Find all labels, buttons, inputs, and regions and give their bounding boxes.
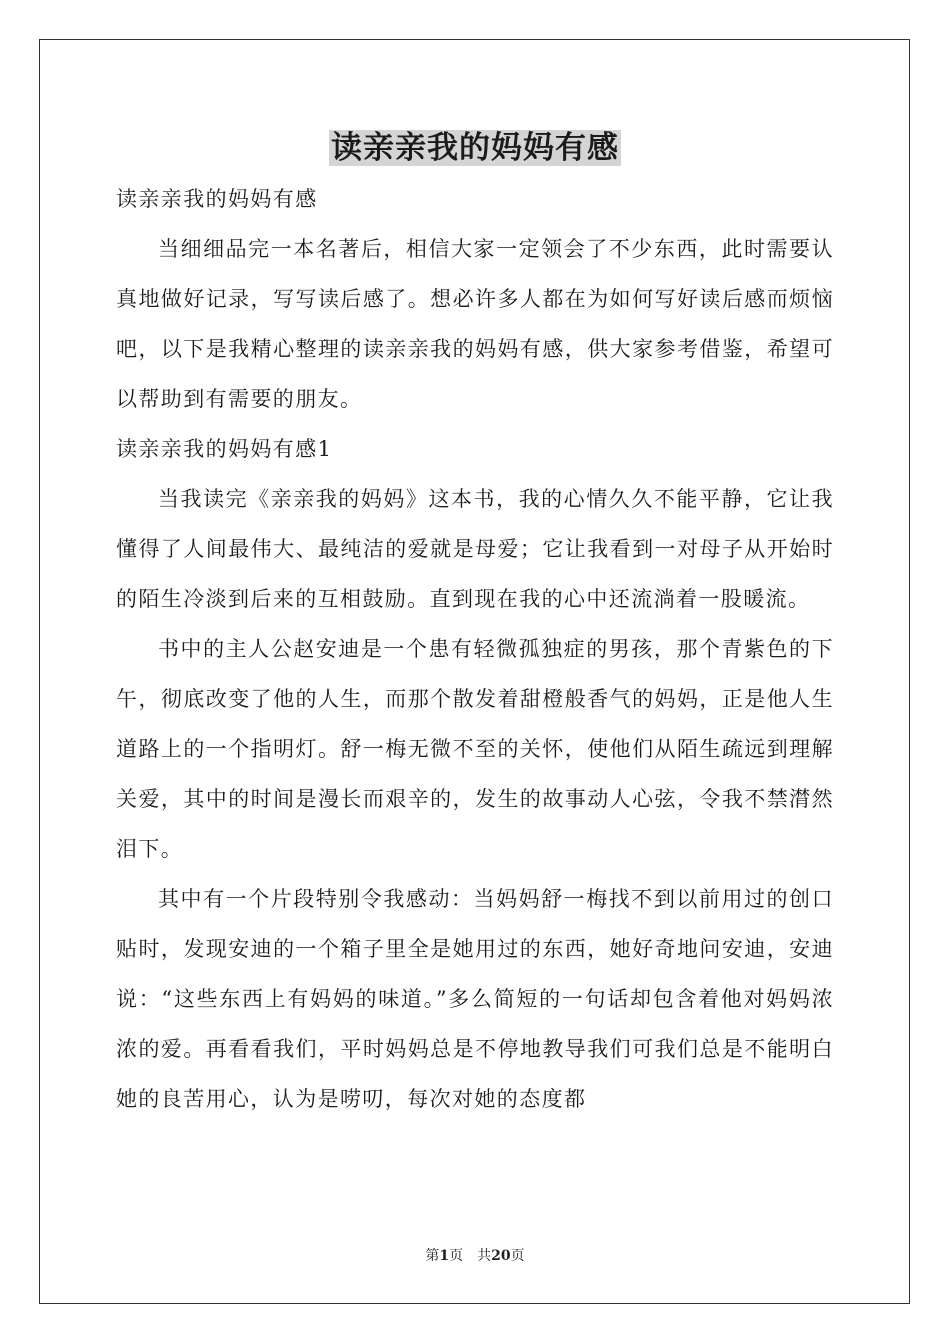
page-prefix: 第 — [425, 1248, 440, 1264]
section-heading: 读亲亲我的妈妈有感1 — [116, 437, 333, 461]
body-paragraph: 当我读完《亲亲我的妈妈》这本书，我的心情久久不能平静，它让我懂得了人间最伟大、最纯洁的爱就是母爱；它让我看到一对母子从开始时的陌生冷淡到后来的互相鼓励。直到现在我的心中还流淌着一股暖流。 — [116, 487, 834, 611]
document-title-text: 读亲亲我的妈妈有感 — [331, 130, 619, 166]
document-body — [116, 174, 834, 1124]
page-mid: 页 共 — [449, 1248, 492, 1264]
document-title — [0, 124, 950, 172]
body-paragraph: 其中有一个片段特别令我感动：当妈妈舒一梅找不到以前用过的创口贴时，发现安迪的一个箱子里全是她用过的东西，她好奇地问安迪，安迪说：“这些东西上有妈妈的味道。”多么简短的一句话却包含着他对妈妈浓浓的爱。再看看我们，平时妈妈总是不停地教导我们可我们总是不能明白她的良苦用心，认为是唠叨，每次对她的态度都 — [116, 887, 834, 1111]
page-suffix: 页 — [510, 1248, 525, 1264]
intro-paragraph: 当细细品完一本名著后，相信大家一定领会了不少东西，此时需要认真地做好记录，写写读后感了。想必许多人都在为如何写好读后感而烦恼吧，以下是我精心整理的读亲亲我的妈妈有感，供大家参考借鉴，希望可以帮助到有需要的朋友。 — [116, 237, 834, 411]
body-paragraph: 书中的主人公赵安迪是一个患有轻微孤独症的男孩，那个青紫色的下午，彻底改变了他的人生，而那个散发着甜橙般香气的妈妈，正是他人生道路上的一个指明灯。舒一梅无微不至的关怀，使他们从陌生疏远到理解关爱，其中的时间是漫长而艰辛的，发生的故事动人心弦，令我不禁潸然泪下。 — [116, 637, 834, 861]
document-subtitle: 读亲亲我的妈妈有感 — [116, 187, 318, 211]
total-page-number: 20 — [491, 1248, 511, 1264]
current-page-number: 1 — [439, 1248, 450, 1264]
page-footer — [0, 1245, 950, 1265]
